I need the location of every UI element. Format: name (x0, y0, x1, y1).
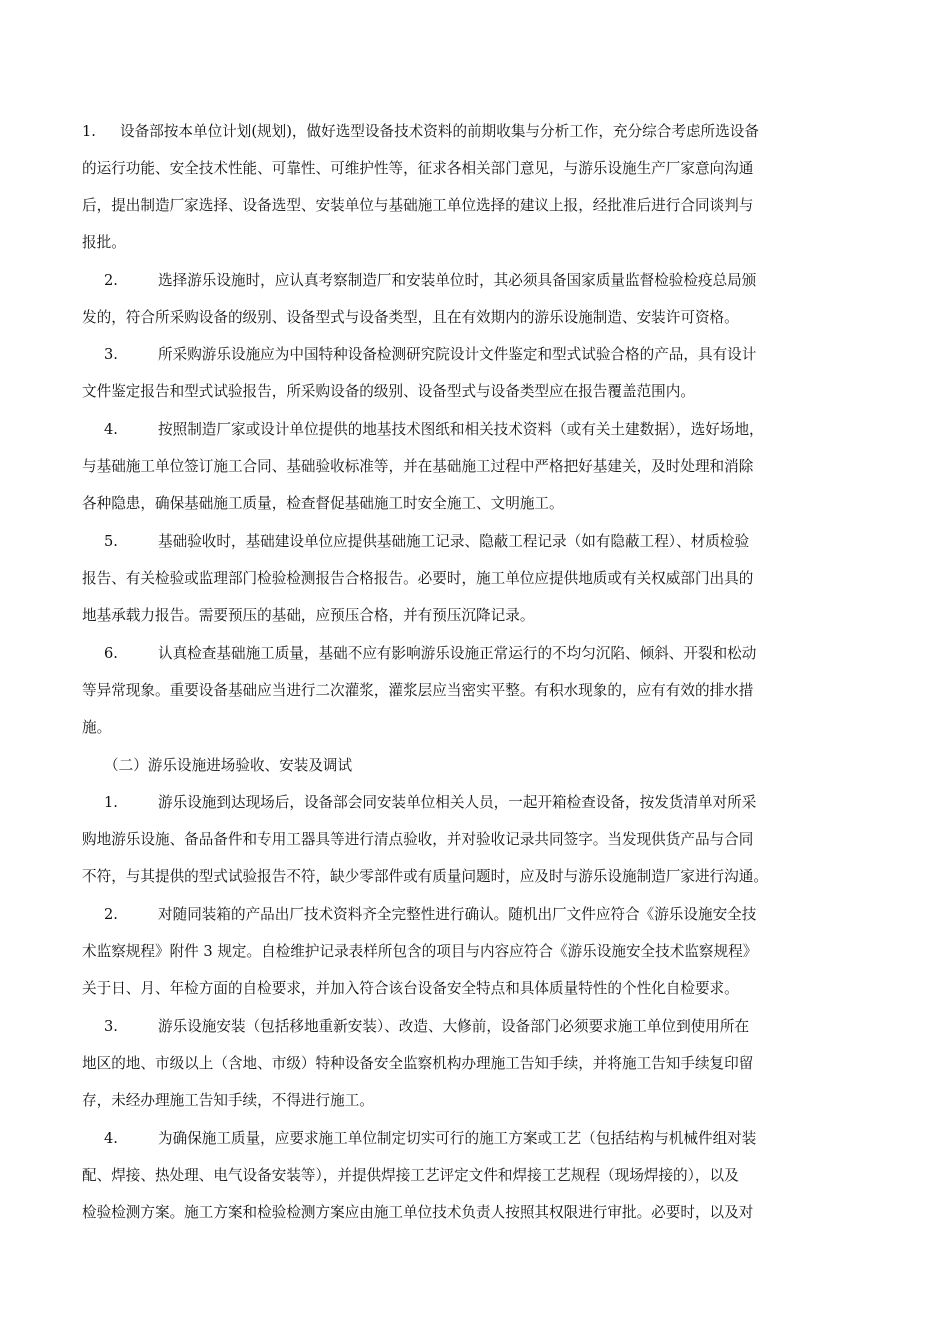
paragraph-text: 基础验收时，基础建设单位应提供基础施工记录、隐蔽工程记录（如有隐蔽工程）、材质检验 (158, 533, 750, 550)
paragraph-1-line-2: 的运行功能、安全技术性能、可靠性、可维护性等，征求各相关部门意见，与游乐设施生产厂家意向沟通 (82, 160, 754, 177)
paragraph-2-line-2: 发的，符合所采购设备的级别、设备型式与设备类型，且在有效期内的游乐设施制造、安装许可资格。 (82, 309, 739, 326)
paragraph-2-line-1 (82, 271, 899, 291)
paragraph-6-line-1 (82, 644, 899, 664)
paragraph-number: 1. (104, 794, 118, 811)
section-paragraph-2-line-2: 术监察规程》附件 3 规定。自检维护记录表样所包含的项目与内容应符合《游乐设施安全技术监察规程》 (82, 943, 758, 960)
paragraph-text: 为确保施工质量，应要求施工单位制定切实可行的施工方案或工艺（包括结构与机械件组对装 (158, 1130, 757, 1147)
paragraph-number: 3. (104, 1018, 118, 1035)
section-paragraph-4-line-1 (82, 1129, 899, 1149)
section-paragraph-1-line-3: 不符，与其提供的型式试验报告不符，缺少零部件或有质量问题时，应及时与游乐设施制造厂家进行沟通。 (82, 868, 768, 885)
paragraph-1-line-1 (82, 122, 877, 142)
paragraph-number: 2. (104, 906, 118, 923)
paragraph-4-line-3: 各种隐患，确保基础施工质量，检查督促基础施工时安全施工、文明施工。 (82, 495, 564, 512)
paragraph-1-line-4: 报批。 (82, 234, 126, 251)
section-paragraph-2-line-1 (82, 905, 899, 925)
paragraph-6-line-2: 等异常现象。重要设备基础应当进行二次灌浆，灌浆层应当密实平整。有积水现象的，应有有效的排水措 (82, 682, 754, 699)
paragraph-number: 5. (104, 533, 118, 550)
paragraph-text: 认真检查基础施工质量，基础不应有影响游乐设施正常运行的不均匀沉陷、倾斜、开裂和松动 (158, 645, 757, 662)
paragraph-number: 4. (104, 421, 118, 438)
paragraph-number: 3. (104, 346, 118, 363)
section-paragraph-4-line-2: 配、焊接、热处理、电气设备安装等），并提供焊接工艺评定文件和焊接工艺规程（现场焊接的），以及 (82, 1167, 739, 1184)
paragraph-3-line-2: 文件鉴定报告和型式试验报告，所采购设备的级别、设备型式与设备类型应在报告覆盖范围内。 (82, 383, 695, 400)
paragraph-number: 1. (82, 123, 96, 140)
paragraph-text: 选择游乐设施时，应认真考察制造厂和安装单位时，其必须具备国家质量监督检验检疫总局颁 (158, 272, 757, 289)
paragraph-1-line-3: 后，提出制造厂家选择、设备选型、安装单位与基础施工单位选择的建议上报，经批准后进行合同谈判与 (82, 197, 754, 214)
paragraph-number: 2. (104, 272, 118, 289)
paragraph-5-line-2: 报告、有关检验或监理部门检验检测报告合格报告。必要时，施工单位应提供地质或有关权威部门出具的 (82, 570, 754, 587)
paragraph-text: 游乐设施到达现场后，设备部会同安装单位相关人员，一起开箱检查设备，按发货清单对所采 (158, 794, 757, 811)
section-paragraph-4-line-3: 检验检测方案。施工方案和检验检测方案应由施工单位技术负责人按照其权限进行审批。必要时，以及对 (82, 1204, 754, 1221)
paragraph-4-line-2: 与基础施工单位签订施工合同、基础验收标准等，并在基础施工过程中严格把好基建关，及时处理和消除 (82, 458, 754, 475)
paragraph-4-line-1 (82, 420, 899, 440)
section-heading: （二）游乐设施进场验收、安装及调试 (104, 757, 353, 774)
section-paragraph-1-line-1 (82, 793, 899, 813)
paragraph-3-line-1 (82, 345, 899, 365)
paragraph-text: 按照制造厂家或设计单位提供的地基技术图纸和相关技术资料（或有关土建数据），选好场地， (158, 421, 764, 438)
paragraph-5-line-1 (82, 532, 899, 552)
paragraph-text: 对随同装箱的产品出厂技术资料齐全完整性进行确认。随机出厂文件应符合《游乐设施安全技 (158, 906, 757, 923)
paragraph-text: 设备部按本单位计划(规划)，做好选型设备技术资料的前期收集与分析工作，充分综合考虑所选设备 (120, 123, 759, 140)
section-paragraph-3-line-3: 存，未经办理施工告知手续，不得进行施工。 (82, 1092, 374, 1109)
paragraph-number: 6. (104, 645, 118, 662)
section-paragraph-3-line-1 (82, 1017, 899, 1037)
paragraph-text: 游乐设施安装（包括移地重新安装）、改造、大修前，设备部门必须要求施工单位到使用所在 (158, 1018, 750, 1035)
section-paragraph-3-line-2: 地区的地、市级以上（含地、市级）特种设备安全监察机构办理施工告知手续，并将施工告知手续复印留 (82, 1055, 754, 1072)
section-paragraph-2-line-3: 关于日、月、年检方面的自检要求，并加入符合该台设备安全特点和具体质量特性的个性化自检要求。 (82, 980, 739, 997)
paragraph-5-line-3: 地基承载力报告。需要预压的基础，应预压合格，并有预压沉降记录。 (82, 607, 535, 624)
section-paragraph-1-line-2: 购地游乐设施、备品备件和专用工器具等进行清点验收，并对验收记录共同签字。当发现供货产品与合同 (82, 831, 754, 848)
paragraph-number: 4. (104, 1130, 118, 1147)
paragraph-6-line-3: 施。 (82, 719, 112, 736)
paragraph-text: 所采购游乐设施应为中国特种设备检测研究院设计文件鉴定和型式试验合格的产品，具有设计 (158, 346, 757, 363)
